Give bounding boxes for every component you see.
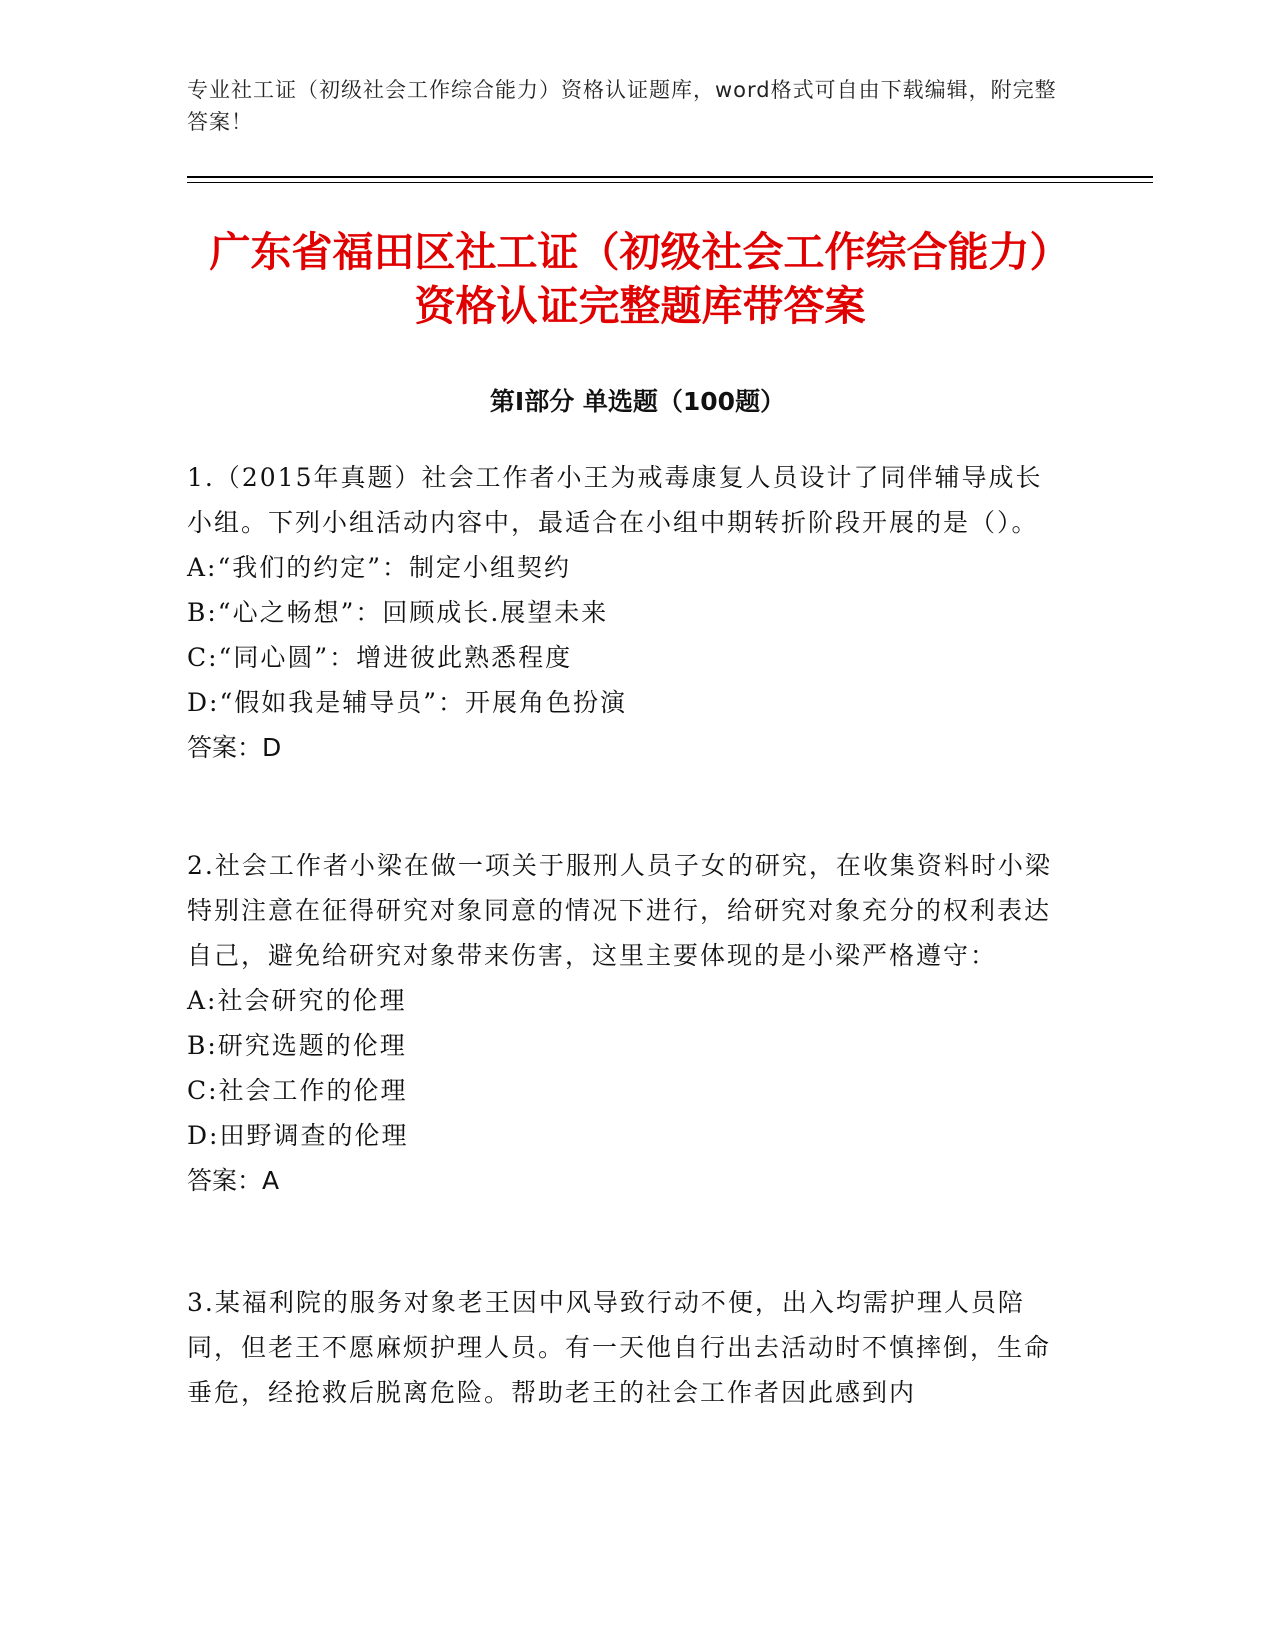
question-3 bbox=[187, 1280, 1067, 1415]
option-a: A:“我们的约定”：制定小组契约 bbox=[187, 553, 572, 582]
option-d: D:“假如我是辅导员”：开展角色扮演 bbox=[187, 688, 628, 717]
question-1 bbox=[187, 455, 1067, 770]
question-2 bbox=[187, 843, 1067, 1203]
document-title: 广东省福田区社工证（初级社会工作综合能力）资格认证完整题库带答案 bbox=[209, 228, 1071, 330]
question-stem: 1.（2015年真题）社会工作者小王为戒毒康复人员设计了同伴辅导成长小组。下列小组活动内容中，最适合在小组中期转折阶段开展的是（）。 bbox=[187, 463, 1043, 537]
header-divider-thin bbox=[187, 182, 1153, 183]
option-b: B:研究选题的伦理 bbox=[187, 1031, 407, 1060]
header-note: 专业社工证（初级社会工作综合能力）资格认证题库，word格式可自由下载编辑，附完整答案！ bbox=[187, 78, 1057, 134]
answer: 答案：A bbox=[187, 1166, 280, 1195]
option-a: A:社会研究的伦理 bbox=[187, 986, 407, 1015]
section-heading: 第I部分 单选题（100题） bbox=[489, 387, 786, 416]
question-stem: 3.某福利院的服务对象老王因中风导致行动不便，出入均需护理人员陪同，但老王不愿麻烦护理人员。有一天他自行出去活动时不慎摔倒，生命垂危，经抢救后脱离危险。帮助老王的社会工作者因此感到内 bbox=[187, 1288, 1052, 1407]
option-b: B:“心之畅想”：回顾成长.展望未来 bbox=[187, 598, 609, 627]
option-c: C:社会工作的伦理 bbox=[187, 1076, 408, 1105]
question-stem: 2.社会工作者小梁在做一项关于服刑人员子女的研究，在收集资料时小梁特别注意在征得研究对象同意的情况下进行，给研究对象充分的权利表达自己，避免给研究对象带来伤害，这里主要体现的是小梁严格遵守： bbox=[187, 851, 1052, 970]
answer: 答案：D bbox=[187, 733, 282, 762]
option-d: D:田野调查的伦理 bbox=[187, 1121, 409, 1150]
option-c: C:“同心圆”：增进彼此熟悉程度 bbox=[187, 643, 573, 672]
header-divider-thick bbox=[187, 176, 1153, 178]
